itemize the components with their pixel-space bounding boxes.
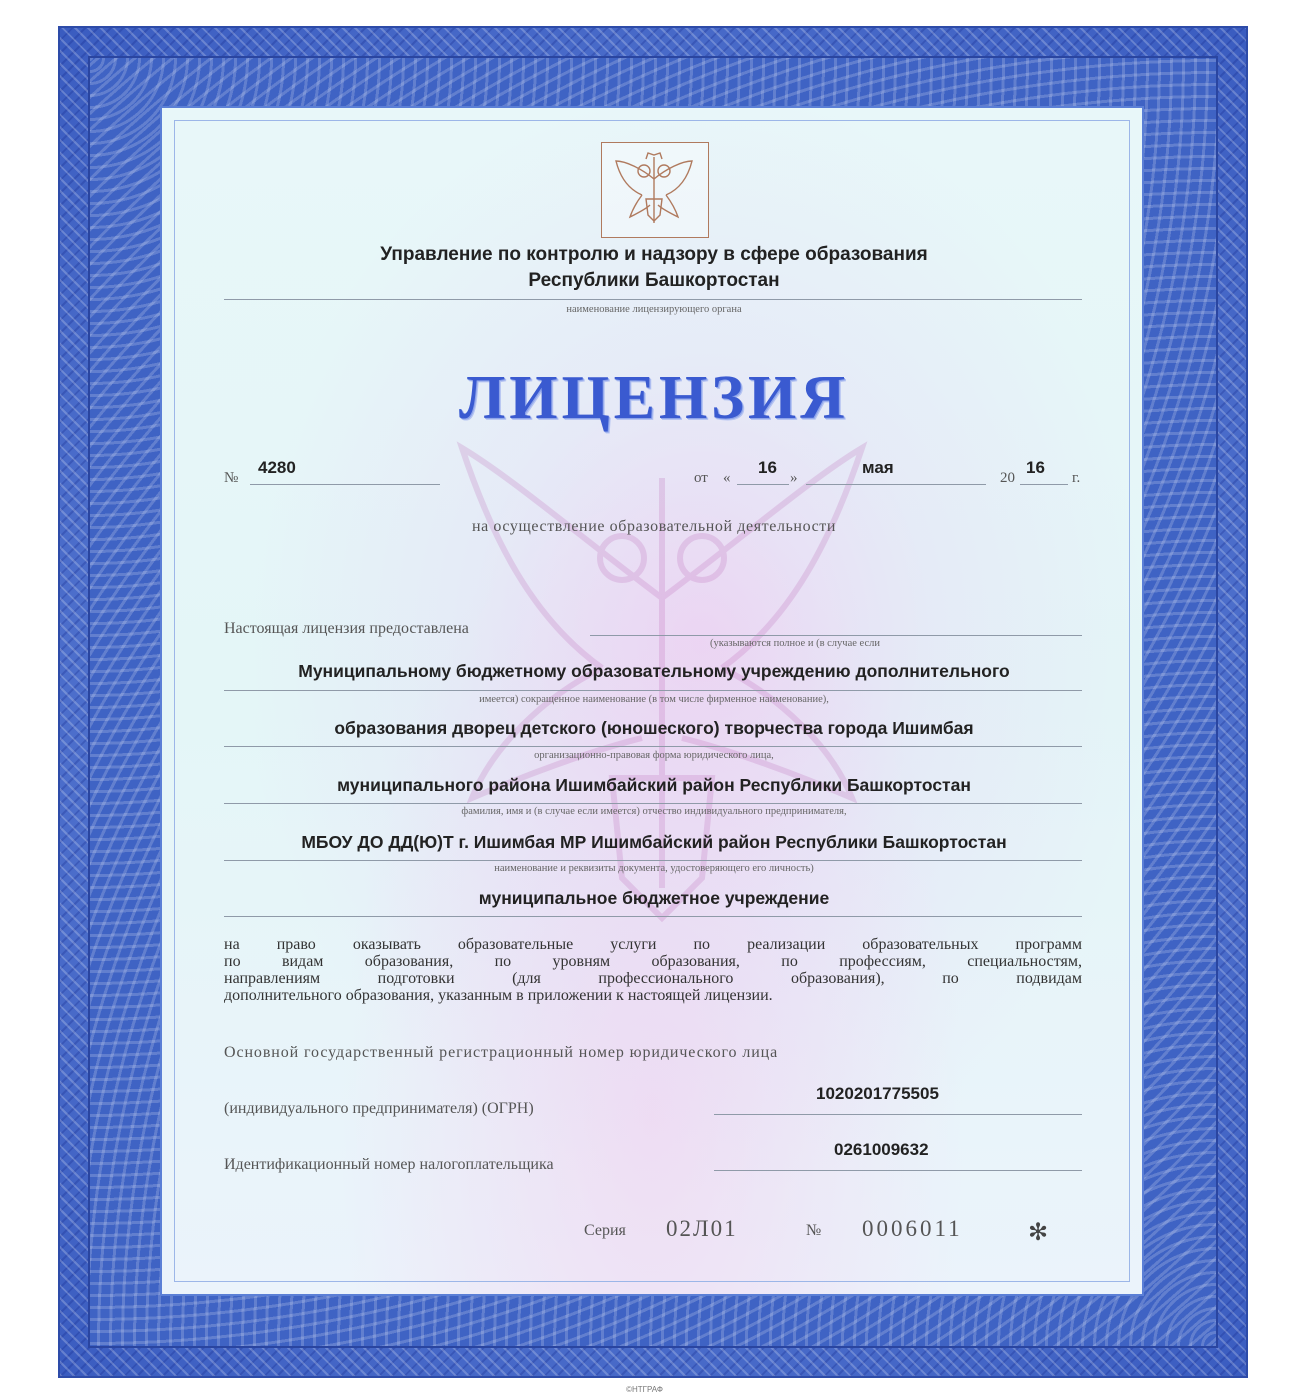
grantee-line-3: муниципального района Ишимбайский район Республики Башкортостан (337, 775, 971, 795)
series-label: Серия (584, 1222, 626, 1239)
grantee-line-5: муниципальное бюджетное учреждение (478, 888, 830, 908)
license-sheet (160, 106, 1144, 1296)
rights-line-1: на право оказывать образовательные услуги по реализации образовательных программ (224, 936, 1082, 953)
grantee-line-2: образования дворец детского (юношеского) творчества города Ишимбая (334, 718, 974, 738)
grantee-intro-underline (590, 635, 1082, 636)
licensing-body-caption: наименование лицензирующего органа (566, 304, 742, 315)
year-underline (1020, 484, 1068, 485)
asterisk-mark-icon: ✻ (1028, 1219, 1049, 1246)
double-headed-eagle-icon (602, 143, 706, 235)
series-value: 02Л01 (666, 1216, 738, 1241)
licensing-body-underline (224, 299, 1082, 300)
date-month: мая (862, 458, 894, 477)
grantee-caption-3: организационно-правовая форма юридического лица, (534, 750, 774, 761)
inn-label: Идентификационный номер налогоплательщика (224, 1156, 554, 1173)
license-purpose: на осуществление образовательной деятельности (471, 518, 837, 535)
ogrn-underline (714, 1114, 1082, 1115)
grantee-caption-1: (указываются полное и (в случае если (710, 638, 880, 649)
number-label: № (224, 470, 239, 486)
date-day: 16 (758, 458, 777, 477)
document-title: ЛИЦЕНЗИЯ (459, 364, 849, 432)
series-number-value: 0006011 (862, 1216, 963, 1241)
coat-of-arms-emblem (601, 142, 709, 238)
inn-underline (714, 1170, 1082, 1171)
licensing-body-line2: Республики Башкортостан (528, 270, 780, 291)
number-underline (250, 484, 440, 485)
grantee-line-4-underline (224, 860, 1082, 861)
rights-line-4: дополнительного образования, указанным в приложении к настоящей лицензии. (224, 987, 773, 1004)
year-unit: г. (1072, 470, 1081, 486)
ogrn-value: 1020201775505 (816, 1084, 939, 1103)
day-underline (737, 484, 789, 485)
grantee-caption-2: имеется) сокращенное наименование (в том числе фирменное наименование), (479, 694, 829, 705)
inn-value: 0261009632 (834, 1140, 929, 1159)
grantee-line-3-underline (224, 803, 1082, 804)
grantee-line-1-underline (224, 690, 1082, 691)
licensing-body-line1: Управление по контролю и надзору в сфере образования (380, 244, 928, 265)
ogrn-label-2: (индивидуального предпринимателя) (ОГРН) (224, 1100, 534, 1117)
year-prefix: 20 (1000, 470, 1015, 486)
grantee-caption-4: фамилия, имя и (в случае если имеется) отчество индивидуального предпринимателя, (461, 806, 847, 817)
ogrn-label-1: Основной государственный регистрационный номер юридического лица (224, 1044, 779, 1061)
month-underline (806, 484, 986, 485)
series-number-label: № (806, 1222, 822, 1239)
date-quote-close: » (790, 470, 798, 486)
year-suffix: 16 (1026, 458, 1045, 477)
date-from-label: от (694, 470, 708, 486)
rights-line-2: по видам образования, по уровням образования, по профессиям, специальностям, (224, 953, 1082, 970)
license-number: 4280 (258, 458, 296, 477)
grantee-caption-5: наименование и реквизиты документа, удостоверяющего его личность) (494, 863, 814, 874)
rights-paragraph (224, 936, 1082, 1004)
printer-mark: ©НТГРАФ (626, 1385, 663, 1394)
grantee-line-4: МБОУ ДО ДД(Ю)Т г. Ишимбая МР Ишимбайский район Республики Башкортостан (301, 832, 1007, 852)
rights-line-3: направлениям подготовки (для профессионального образования), по подвидам (224, 970, 1082, 987)
grantee-line-1: Муниципальному бюджетному образовательному учреждению дополнительного (298, 661, 1010, 681)
grantee-intro: Настоящая лицензия предоставлена (224, 620, 469, 637)
grantee-line-5-underline (224, 916, 1082, 917)
grantee-line-2-underline (224, 746, 1082, 747)
date-quote-open: « (723, 470, 731, 486)
